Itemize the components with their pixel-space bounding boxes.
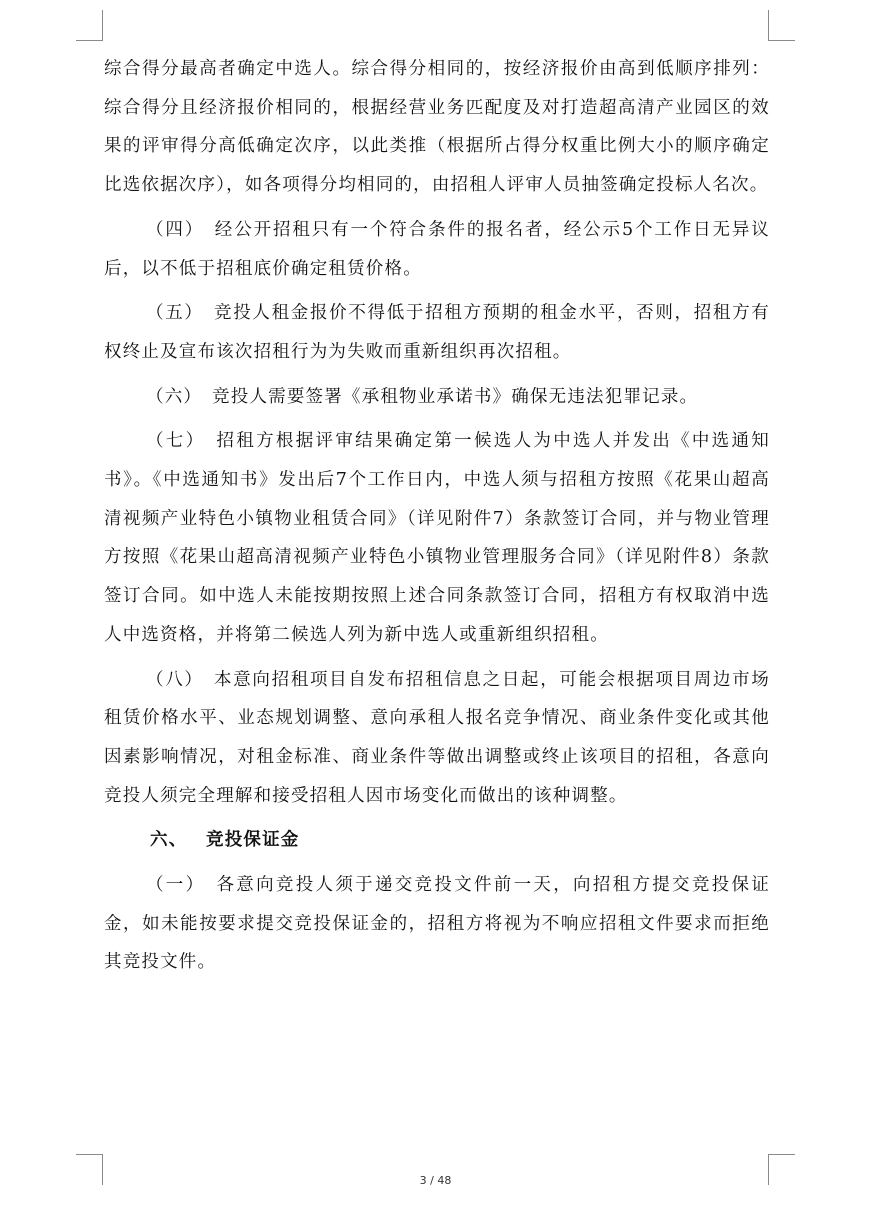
- document-body: [104, 50, 770, 988]
- section-heading-number: 六、: [150, 830, 188, 851]
- paragraph-item-4: （四） 经公开招租只有一个符合条件的报名者，经公示5个工作日无异议后，以不低于招租底价确定租赁价格。: [104, 219, 770, 279]
- page-corner-mark-top-right: [768, 10, 795, 41]
- section-heading-title: 竞投保证金: [206, 830, 300, 851]
- page-corner-mark-top-left: [76, 10, 103, 41]
- page-number: 3 / 48: [419, 1174, 452, 1187]
- paragraph-continuation: 综合得分最高者确定中选人。综合得分相同的，按经济报价由高到低顺序排列：综合得分且经济报价相同的，根据经营业务匹配度及对打造超高清产业园区的效果的评审得分高低确定次序，以此类推（根据所占得分权重比例大小的顺序确定比选依据次序），如各项得分均相同的，由招租人评审人员抽签确定投标人名次。: [104, 59, 770, 196]
- section-heading: [104, 821, 770, 860]
- paragraph-item-7: （七） 招租方根据评审结果确定第一候选人为中选人并发出《中选通知书》。《中选通知书》发出后7个工作日内，中选人须与招租方按照《花果山超高清视频产业特色小镇物业租赁合同》（详见附件7）条款签订合同，并与物业管理方按照《花果山超高清视频产业特色小镇物业管理服务合同》（详见附件8）条款签订合同。如中选人未能按期按照上述合同条款签订合同，招租方有权取消中选人中选资格，并将第二候选人列为新中选人或重新组织招租。: [104, 431, 770, 645]
- paragraph-item-6: （六） 竞投人需要签署《承租物业承诺书》确保无违法犯罪记录。: [146, 386, 699, 407]
- paragraph-deposit-item-1: （一） 各意向竞投人须于递交竞投文件前一天，向招租方提交竞投保证金，如未能按要求提交竞投保证金的，招租方将视为不响应招租文件要求而拒绝其竞投文件。: [104, 875, 770, 973]
- paragraph-item-5: （五） 竞投人租金报价不得低于招租方预期的租金水平，否则，招租方有权终止及宣布该次招租行为为失败而重新组织再次招租。: [104, 303, 770, 362]
- paragraph-item-8: （八） 本意向招租项目自发布招租信息之日起，可能会根据项目周边市场租赁价格水平、业态规划调整、意向承租人报名竞争情况、商业条件变化或其他因素影响情况，对租金标准、商业条件等做出调整或终止该项目的招租，各意向竞投人须完全理解和接受招租人因市场变化而做出的该种调整。: [104, 669, 770, 806]
